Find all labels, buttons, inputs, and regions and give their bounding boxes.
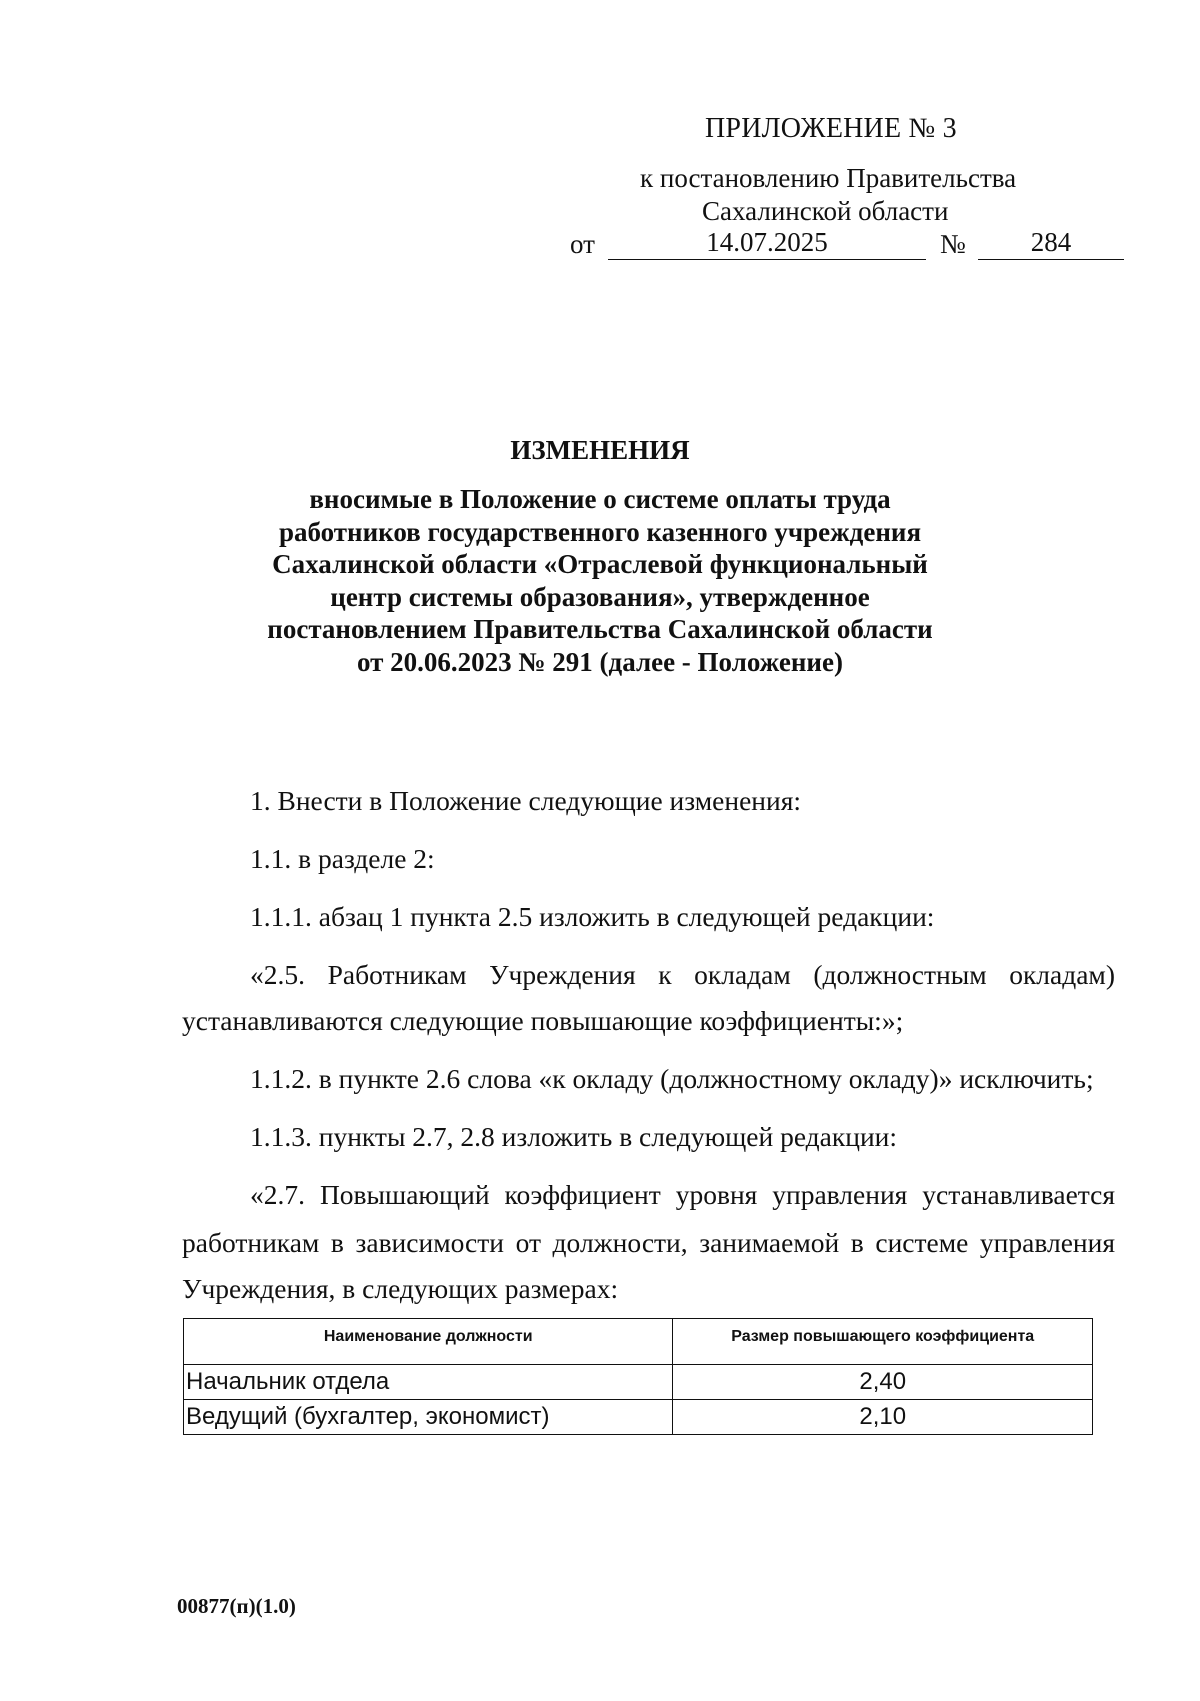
document-title: ИЗМЕНЕНИЯ [510,435,690,465]
appendix-title: ПРИЛОЖЕНИЕ № 3 [705,113,957,144]
position-name: Ведущий (бухгалтер, экономист) [184,1400,673,1435]
form-code: 00877(п)(1.0) [177,1594,296,1618]
subtitle-line: вносимые в Положение о системе оплаты труда [309,484,891,514]
paragraph-1-1-1: 1.1.1. абзац 1 пункта 2.5 изложить в следующей редакции: [250,901,935,932]
subtitle-line: от 20.06.2023 № 291 (далее - Положение) [357,646,843,677]
appendix-line-2: Сахалинской области [702,196,949,226]
paragraph-1-1-2: 1.1.2. в пункте 2.6 слова «к окладу (должностному окладу)» исключить; [250,1063,1094,1094]
subtitle-line: постановлением Правительства Сахалинской области [267,614,933,644]
subtitle-line: центр системы образования», утвержденное [330,581,870,612]
table-row [184,1365,1093,1400]
paragraph-2-7-line-1: «2.7. Повышающий коэффициент уровня управления устанавливается [250,1179,1115,1210]
paragraph-1-1: 1.1. в разделе 2: [250,843,435,874]
table-row [184,1400,1093,1435]
header-position-name: Наименование должности [184,1319,673,1365]
document-subtitle [0,483,1200,678]
appendix-line-1: к постановлению Правительства [640,163,1017,193]
paragraph-1-1-3: 1.1.3. пункты 2.7, 2.8 изложить в следующей редакции: [250,1121,898,1152]
number-sign: № [940,229,966,259]
header-coefficient-size: Размер повышающего коэффициента [673,1319,1093,1365]
paragraph-2-5-line-1: «2.5. Работникам Учреждения к окладам (должностным окладам) [250,959,1115,990]
subtitle-line: Сахалинской области «Отраслевой функциональный [272,549,928,579]
paragraph-2-7-line-2: работникам в зависимости от должности, занимаемой в системе управления [182,1227,1115,1258]
resolution-date: 14.07.2025 [608,225,926,260]
paragraph-2-7-line-3: Учреждения, в следующих размерах: [182,1273,619,1304]
resolution-date-row [570,225,1125,265]
subtitle-line: работников государственного казенного учреждения [278,516,922,547]
paragraph-1: 1. Внести в Положение следующие изменения: [250,785,801,816]
position-name: Начальник отдела [184,1365,673,1400]
coefficient-table [183,1318,1093,1435]
coefficient-value: 2,10 [673,1400,1093,1435]
paragraph-2-5-line-2: устанавливаются следующие повышающие коэффициенты:»; [182,1005,904,1036]
date-prefix: от [570,229,595,259]
table-header-row [184,1319,1093,1365]
coefficient-value: 2,40 [673,1365,1093,1400]
resolution-number: 284 [978,225,1124,260]
